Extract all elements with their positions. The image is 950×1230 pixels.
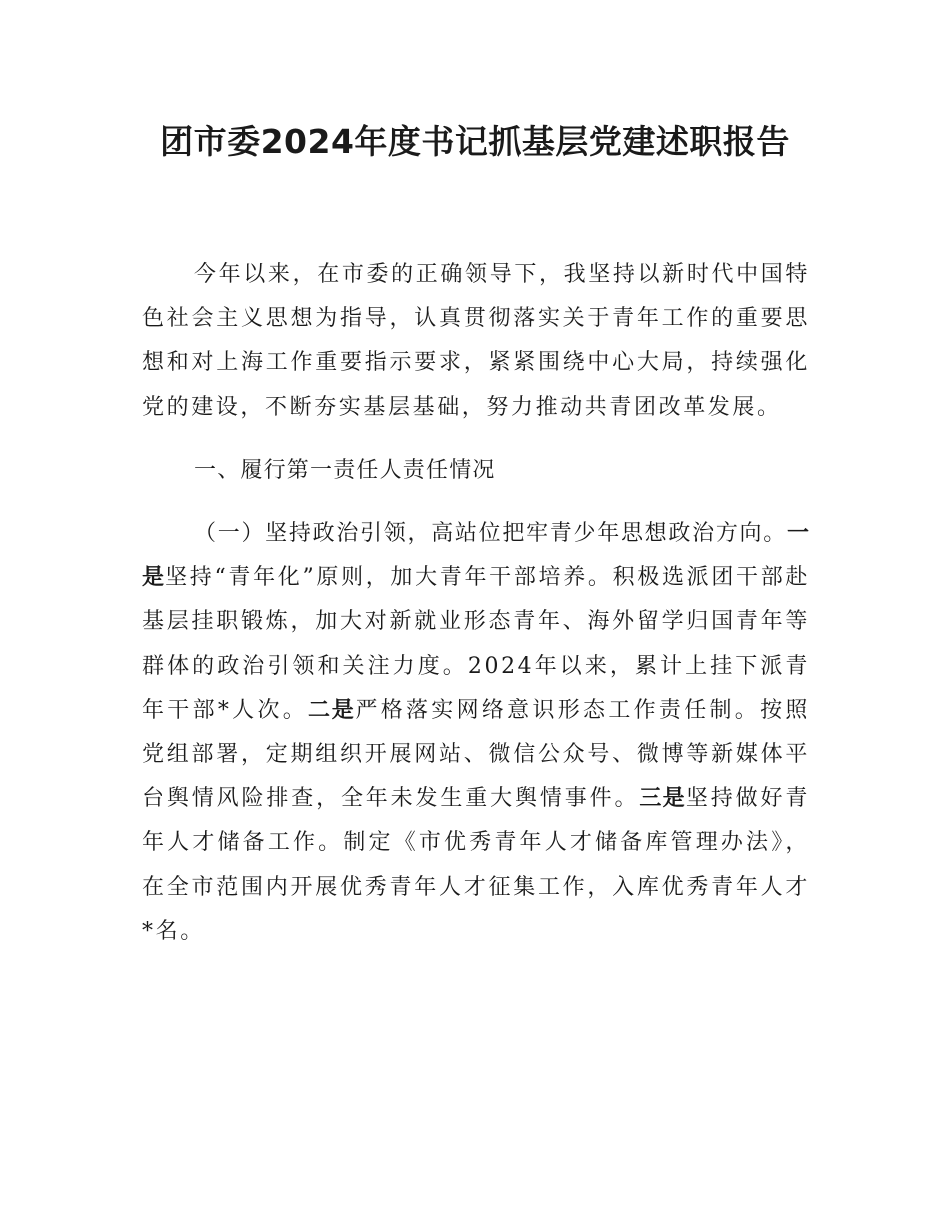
section-heading: 一、履行第一责任人责任情况 <box>194 457 496 483</box>
item-text-2: 严格落实网络意识形态工作责任制。按照党组部署，定期组织开展网站、微信公众号、微博等新媒体平台舆情风险排查，全年未发生重大舆情事件。 <box>142 697 810 812</box>
item-text-3: 坚持做好青年人才储备工作。制定《市优秀青年人才储备库管理办法》，在全市范围内开展优秀青年人才征集工作，入库优秀青年人才*名。 <box>142 786 810 944</box>
item-label-1: 一是 <box>142 521 810 591</box>
subsection-heading: （一）坚持政治引领，高站位把牢青少年思想政治方向。 <box>194 521 787 547</box>
item-label-3: 三是 <box>639 786 686 812</box>
intro-paragraph: 今年以来，在市委的正确领导下，我坚持以新时代中国特色社会主义思想为指导，认真贯彻落实关于青年工作的重要思想和对上海工作重要指示要求，紧紧围绕中心大局，持续强化党的建设，不断夯实基层基础，努力推动共青团改革发展。 <box>142 262 810 420</box>
item-label-2: 二是 <box>308 697 356 723</box>
item-text-1: 坚持“青年化”原则，加大青年干部培养。积极选派团干部赴基层挂职锻炼，加大对新就业形态青年、海外留学归国青年等群体的政治引领和关注力度。2024年以来，累计上挂下派青年干部*人次。 <box>142 565 810 723</box>
document-body <box>142 253 810 973</box>
document-title: 团市委2024年度书记抓基层党建述职报告 <box>160 122 790 161</box>
subsection-paragraph <box>142 512 810 954</box>
